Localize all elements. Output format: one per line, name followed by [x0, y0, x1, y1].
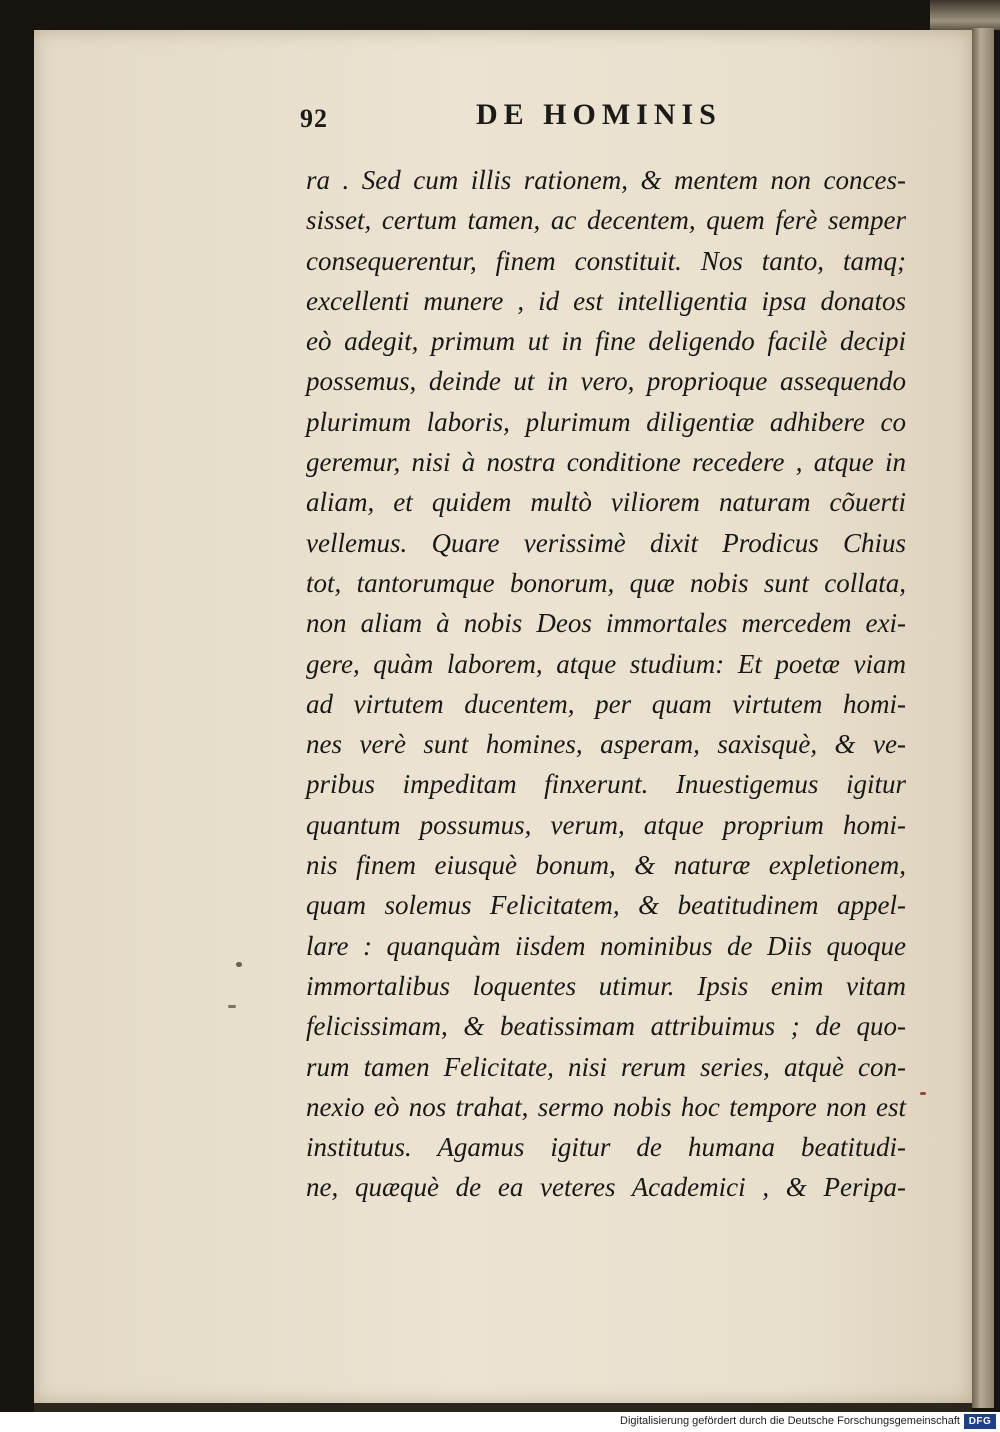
text-line: possemus, deinde ut in vero, proprioque assequendo [306, 366, 906, 397]
text-line: rum tamen Felicitate, nisi rerum series, atquè con- [306, 1051, 906, 1082]
page-number: 92 [300, 104, 328, 133]
text-line: felicissimam, & beatissimam attribuimus ; de quo- [306, 1011, 906, 1042]
paper-speck [236, 962, 242, 967]
text-line: nis finem eiusquè bonum, & naturæ expletionem, [306, 850, 906, 881]
text-line: ad virtutem ducentem, per quam virtutem homi- [306, 688, 906, 719]
text-line: lare : quanquàm iisdem nominibus de Diis quoque [306, 930, 906, 961]
text-line: immortalibus loquentes utimur. Ipsis enim vitam [306, 970, 906, 1001]
page-bottom-shadow [34, 1403, 972, 1412]
text-line: sisset, certum tamen, ac decentem, quem ferè semper [306, 205, 906, 236]
text-line: institutus. Agamus igitur de humana beatitudi- [306, 1132, 906, 1163]
text-line: ra . Sed cum illis rationem, & mentem non conces- [306, 165, 906, 195]
text-line: pribus impeditam finxerunt. Inuestigemus igitur [306, 769, 906, 800]
text-line: quam solemus Felicitatem, & beatitudinem appel- [306, 890, 906, 921]
text-line: ne, quæquè de ea veteres Academici , & Peripa- [306, 1172, 906, 1203]
text-line: eò adegit, primum ut in fine deligendo facilè decipi [306, 326, 906, 357]
book-fore-edge [972, 28, 994, 1408]
text-line: vellemus. Quare verissimè dixit Prodicus Chius [306, 527, 906, 558]
running-head: DE HOMINIS [476, 98, 722, 131]
text-block [306, 160, 906, 1208]
text-line: quantum possumus, verum, atque proprium homi- [306, 809, 906, 840]
text-line: aliam, et quidem multò viliorem naturam cõuerti [306, 487, 906, 518]
text-line: geremur, nisi à nostra conditione recedere , atque in [306, 447, 906, 478]
paper-speck [228, 1005, 236, 1008]
text-line: nexio eò nos trahat, sermo nobis hoc tempore non est [306, 1091, 906, 1122]
dfg-logo: DFG [964, 1414, 996, 1429]
text-line: non aliam à nobis Deos immortales mercedem exi- [306, 608, 906, 639]
text-line: nes verè sunt homines, asperam, saxisquè, & ve- [306, 729, 906, 760]
text-line: plurimum laboris, plurimum diligentiæ adhibere co [306, 406, 906, 437]
text-line: consequerentur, finem constituit. Nos tanto, tamq; [306, 245, 906, 276]
paper-speck [920, 1092, 926, 1095]
text-line: gere, quàm laborem, atque studium: Et poetæ viam [306, 648, 906, 679]
text-line: tot, tantorumque bonorum, quæ nobis sunt collata, [306, 567, 906, 598]
book-top-edge [930, 0, 1000, 30]
footer-bar [0, 1412, 1000, 1432]
funding-credit: Digitalisierung gefördert durch die Deutsche Forschungsgemeinschaft [620, 1415, 960, 1427]
text-line: excellenti munere , id est intelligentia ipsa donatos [306, 285, 906, 316]
